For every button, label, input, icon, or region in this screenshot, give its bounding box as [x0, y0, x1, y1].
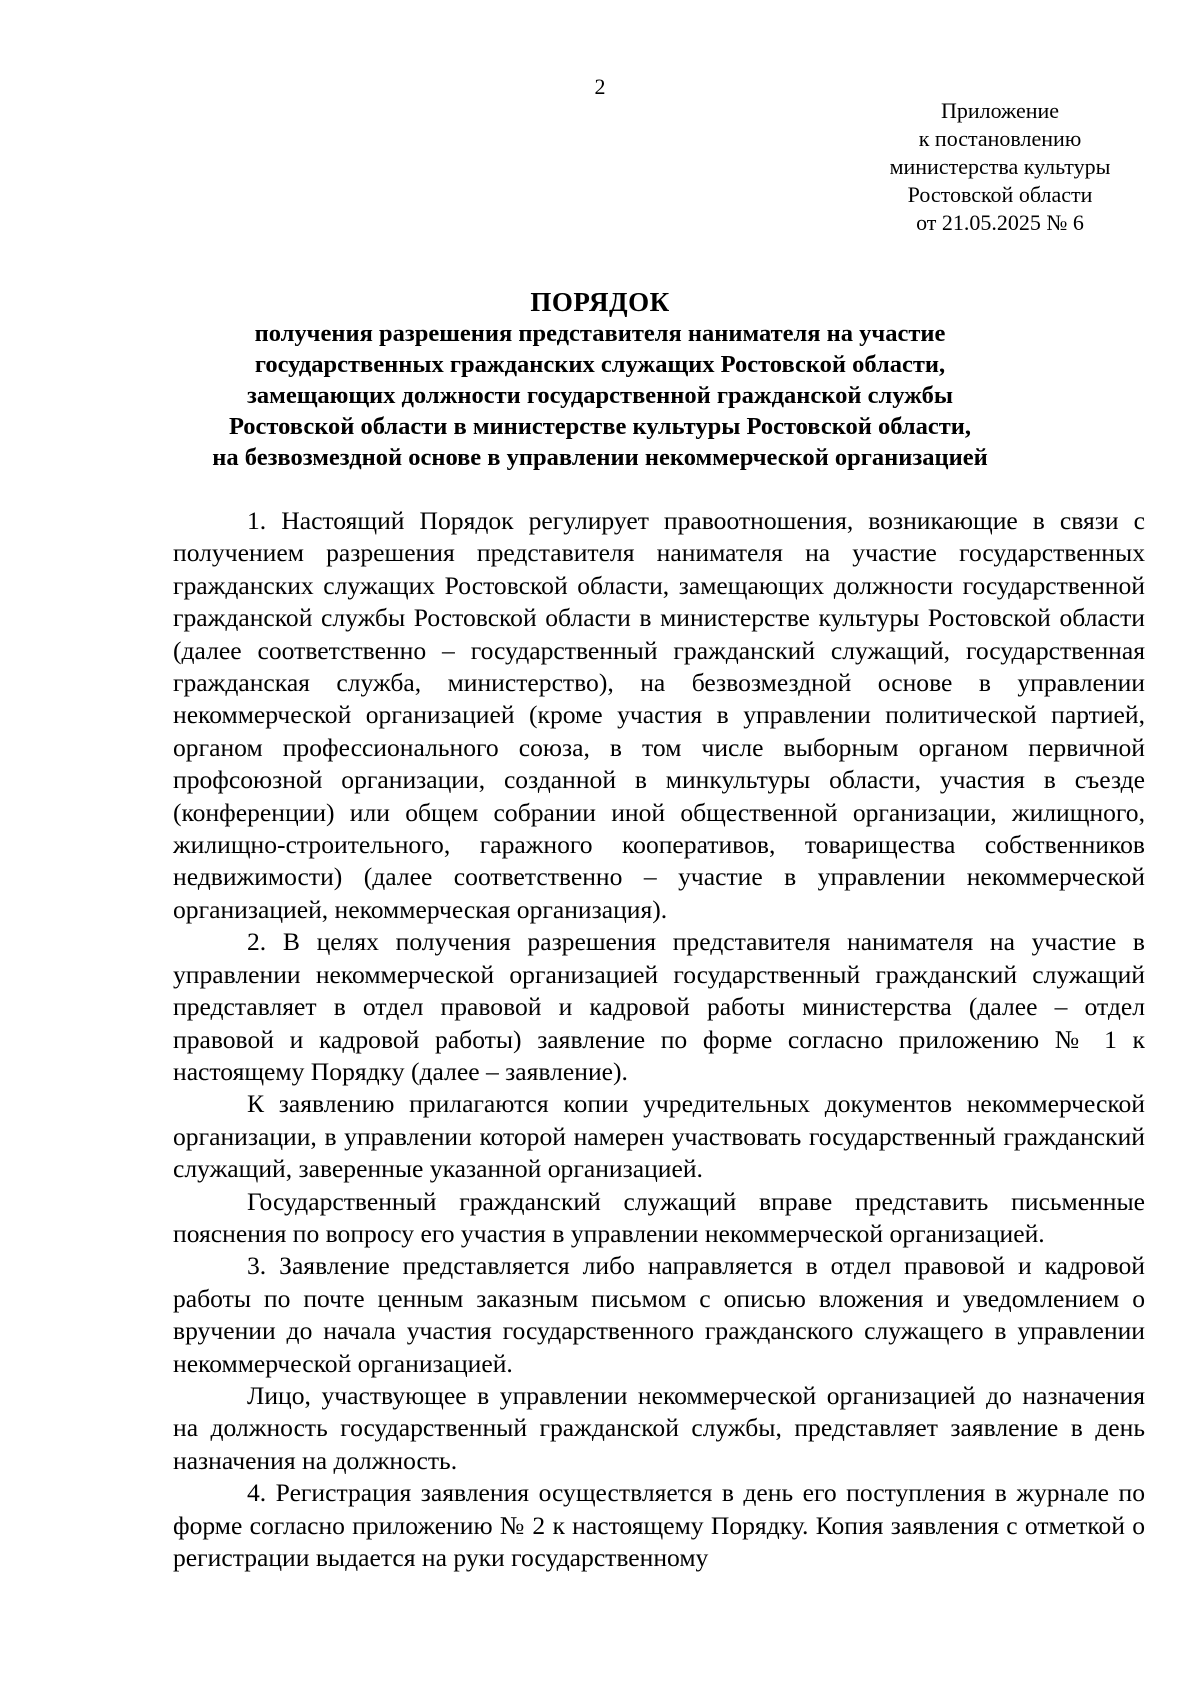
- paragraph-3-appointment: Лицо, участвующее в управлении некоммерческой организацией до назначения на должность государственный гражданской службы, представляет заявление в день назначения на должность.: [173, 1380, 1145, 1475]
- appendix-note: [865, 97, 1135, 237]
- paragraph-4: 4. Регистрация заявления осуществляется в день его поступления в журнале по форме согласно приложению № 2 к настоящему Порядку. Копия заявления с отметкой о регистрации выдается на руки государственному: [173, 1478, 1145, 1572]
- appendix-line: Приложение: [940, 98, 1060, 123]
- page-number: 2: [594, 74, 606, 99]
- document-body: [173, 505, 1145, 1574]
- subtitle-line: государственных гражданских служащих Ростовской области,: [254, 351, 946, 378]
- appendix-line: от 21.05.2025 № 6: [916, 210, 1084, 235]
- appendix-line: Ростовской области: [907, 182, 1093, 207]
- paragraph-1: 1. Настоящий Порядок регулирует правоотношения, возникающие в связи с получением разрешения представителя нанимателя на участие государственных гражданских служащих Ростовской области, замещающих должности государственной гражданской службы Ростовской области в министерстве культуры Ростовской области (далее соответственно – государственный гражданский служащий, государственная гражданская служба, министерство), на безвозмездной основе в управлении некоммерческой организацией (кроме участия в управлении политической партией, органом профессионального союза, в том числе выборным органом первичной профсоюзной организации, созданной в минкультуры области, участия в съезде (конференции) или общем собрании иной общественной организации, жилищного, жилищно-строительного, гаражного кооперативов, товарищества собственников недвижимости) (далее соответственно – участие в управлении некоммерческой организацией, некоммерческая организация).: [173, 506, 1145, 924]
- paragraph-2-explanations: Государственный гражданский служащий вправе представить письменные пояснения по вопросу его участия в управлении некоммерческой организацией.: [173, 1186, 1145, 1248]
- subtitle-line: получения разрешения представителя нанимателя на участие: [254, 320, 946, 347]
- subtitle-line: замещающих должности государственной гражданской службы: [247, 382, 953, 409]
- document-subtitle: [100, 318, 1100, 473]
- appendix-line: министерства культуры: [889, 154, 1111, 179]
- subtitle-line: на безвозмездной основе в управлении некоммерческой организацией: [212, 444, 988, 471]
- paragraph-2: 2. В целях получения разрешения представителя нанимателя на участие в управлении некоммерческой организацией государственный гражданский служащий представляет в отдел правовой и кадровой работы министерства (далее – отдел правовой и кадровой работы) заявление по форме согласно приложению № 1 к настоящему Порядку (далее – заявление).: [173, 927, 1145, 1086]
- paragraph-2-attachments: К заявлению прилагаются копии учредительных документов некоммерческой организации, в управлении которой намерен участвовать государственный гражданский служащий, заверенные указанной организацией.: [173, 1089, 1145, 1184]
- document-title: ПОРЯДОК: [530, 287, 670, 317]
- subtitle-line: Ростовской области в министерстве культуры Ростовской области,: [228, 413, 972, 440]
- paragraph-3: 3. Заявление представляется либо направляется в отдел правовой и кадровой работы по почте ценным заказным письмом с описью вложения и уведомлением о вручении до начала участия государственного гражданского служащего в управлении некоммерческой организацией.: [173, 1251, 1145, 1378]
- appendix-line: к постановлению: [918, 126, 1082, 151]
- title-block: [100, 286, 1100, 473]
